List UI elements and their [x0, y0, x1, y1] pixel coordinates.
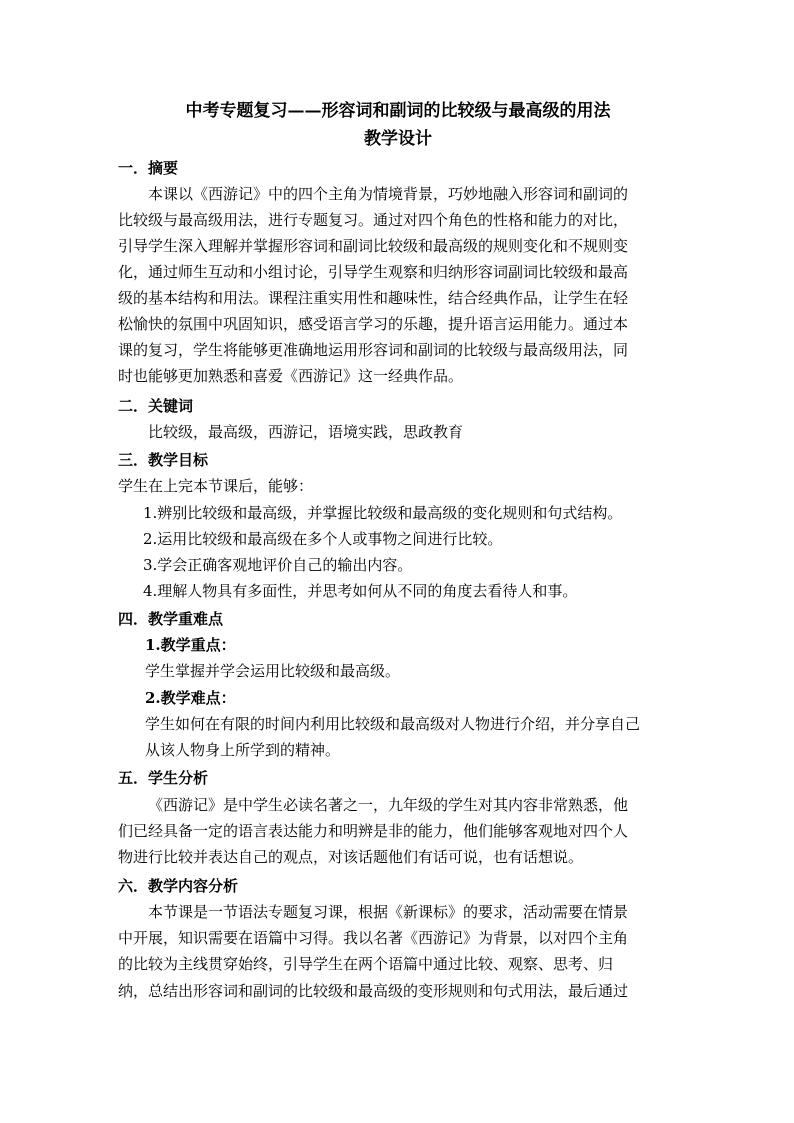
content-line: 中开展，知识需要在语篇中习得。我以名著《西游记》为背景，以对四个主角 [118, 929, 629, 947]
abstract-line: 化，通过师生互动和小组讨论，引导学生观察和归纳形容词副词比较级和最高 [118, 263, 629, 281]
students-line: 物进行比较并表达自己的观点，对该话题他们有话可说，也有话想说。 [118, 848, 584, 866]
keypoints-difficulty-line: 从该人物身上所学到的精神。 [145, 741, 341, 759]
keypoints-focus-text: 学生掌握并学会运用比较级和最高级。 [145, 662, 401, 680]
section-heading-keypoints: 四．教学重难点 [118, 610, 224, 628]
objectives-intro: 学生在上完本节课后，能够： [118, 477, 314, 495]
abstract-line: 引导学生深入理解并掌握形容词和副词比较级和最高级的规则变化和不规则变 [118, 237, 629, 255]
keypoints-difficulty-heading: 2.教学难点： [145, 689, 236, 707]
abstract-line: 松愉快的氛围中巩固知识，感受语言学习的乐趣，提升语言运用能力。通过本 [118, 315, 629, 333]
keypoints-focus-heading: 1.教学重点： [145, 636, 236, 654]
abstract-line: 比较级与最高级用法，进行专题复习。通过对四个角色的性格和能力的对比， [118, 211, 629, 229]
content-line: 本节课是一节语法专题复习课，根据《新课标》的要求，活动需要在情景 [148, 903, 629, 921]
students-line: 《西游记》是中学生必读名著之一，九年级的学生对其内容非常熟悉，他 [148, 796, 629, 814]
students-line: 们已经具备一定的语言表达能力和明辨是非的能力，他们能够客观地对四个人 [118, 822, 629, 840]
keypoints-difficulty-line: 学生如何在有限的时间内利用比较级和最高级对人物进行介绍，并分享自己 [145, 715, 641, 733]
document-title: 中考专题复习——形容词和副词的比较级与最高级的用法 [185, 101, 611, 121]
document-subtitle: 教学设计 [364, 129, 432, 149]
section-heading-keywords: 二．关键词 [118, 397, 194, 415]
objective-item: 4.理解人物具有多面性，并思考如何从不同的角度去看待人和事。 [143, 582, 578, 600]
abstract-line: 本课以《西游记》中的四个主角为情境背景，巧妙地融入形容词和副词的 [148, 185, 629, 203]
abstract-line: 级的基本结构和用法。课程注重实用性和趣味性，结合经典作品，让学生在轻 [118, 289, 629, 307]
objective-item: 1.辨别比较级和最高级，并掌握比较级和最高级的变化规则和句式结构。 [143, 504, 623, 522]
keywords-text: 比较级，最高级，西游记，语境实践，思政教育 [148, 423, 464, 441]
content-line: 纳，总结出形容词和副词的比较级和最高级的变形规则和句式用法，最后通过 [118, 982, 629, 1000]
section-heading-abstract: 一．摘要 [118, 159, 179, 177]
section-heading-objectives: 三．教学目标 [118, 451, 209, 469]
objective-item: 2.运用比较级和最高级在多个人或事物之间进行比较。 [143, 530, 503, 548]
section-heading-students: 五．学生分析 [118, 769, 209, 787]
abstract-line: 课的复习，学生将能够更准确地运用形容词和副词的比较级与最高级用法，同 [118, 341, 629, 359]
content-line: 的比较为主线贯穿始终，引导学生在两个语篇中通过比较、观察、思考、归 [118, 955, 614, 973]
abstract-line: 时也能够更加熟悉和喜爱《西游记》这一经典作品。 [118, 367, 464, 385]
section-heading-content: 六．教学内容分析 [118, 877, 239, 895]
objective-item: 3.学会正确客观地评价自己的输出内容。 [143, 556, 413, 574]
